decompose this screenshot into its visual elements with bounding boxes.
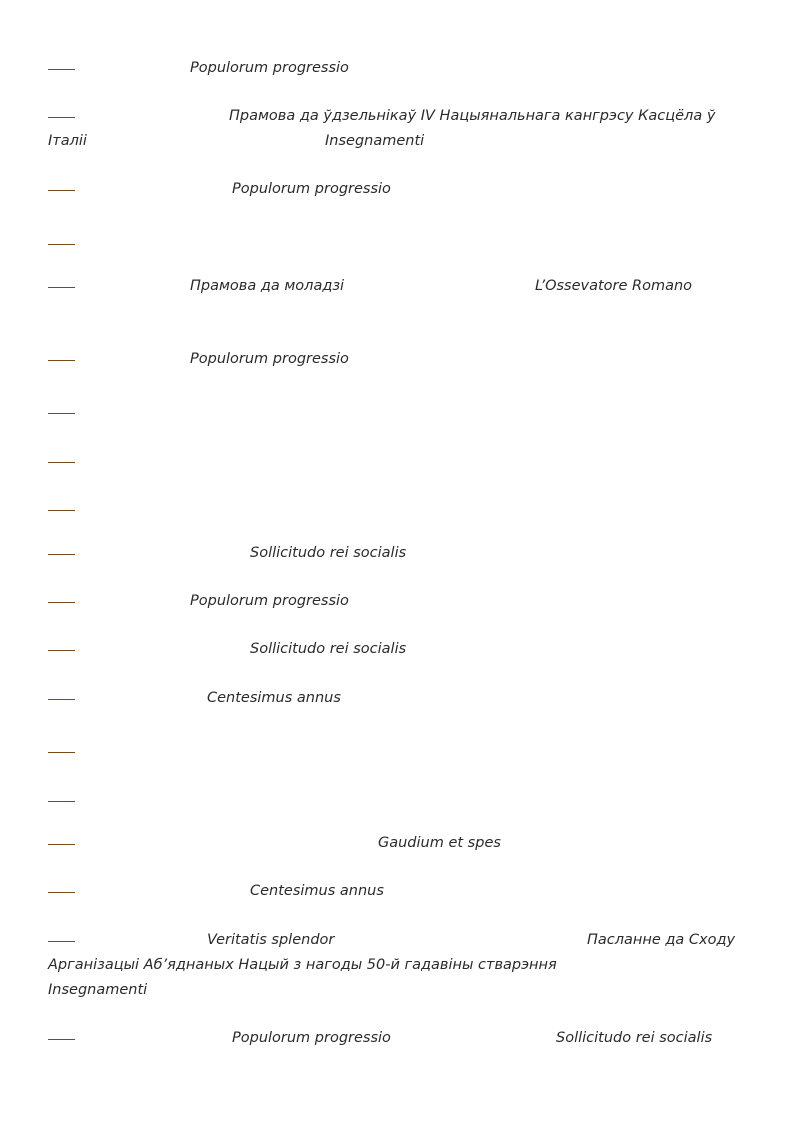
footnote-15 <box>0 790 793 810</box>
footnote-reference: Sollicitudo rei socialis <box>556 1030 713 1046</box>
footnote-5 <box>0 276 793 296</box>
footnote-4 <box>0 233 793 253</box>
footnote-marker <box>48 413 75 414</box>
footnote-1 <box>0 58 793 78</box>
footnote-marker <box>48 244 75 245</box>
footnote-16 <box>0 833 793 853</box>
footnote-marker <box>48 510 75 511</box>
footnote-marker <box>48 1039 75 1040</box>
footnote-reference: Sollicitudo rei socialis <box>250 545 407 561</box>
footnote-reference: Centesimus annus <box>250 883 384 899</box>
footnote-14 <box>0 741 793 761</box>
footnote-marker <box>48 844 75 845</box>
footnote-reference: Gaudium et spes <box>378 835 501 851</box>
footnote-marker <box>48 554 75 555</box>
footnote-reference: Populorum progressio <box>190 60 349 76</box>
footnote-3 <box>0 179 793 199</box>
footnote-11 <box>0 591 793 611</box>
footnote-marker <box>48 650 75 651</box>
footnote-source: L’Ossevatore Romano <box>535 278 693 294</box>
footnote-reference: Прамова да ўдзельнікаў IV Нацыянальнага кангрэсу Касцёла ў <box>229 108 716 124</box>
footnote-source: Insegnamenti <box>325 133 425 149</box>
footnote-reference: Populorum progressio <box>190 593 349 609</box>
footnote-6 <box>0 349 793 369</box>
footnote-17 <box>0 881 793 901</box>
footnote-marker <box>48 892 75 893</box>
footnote-reference: Centesimus annus <box>207 690 341 706</box>
footnote-marker <box>48 360 75 361</box>
footnote-12 <box>0 639 793 659</box>
footnote-marker <box>48 699 75 700</box>
footnote-continuation: Арганізацыі Аб’яднаных Нацый з нагоды 50-й гадавіны стварэння <box>48 957 557 973</box>
footnote-8 <box>0 451 793 471</box>
footnote-13 <box>0 688 793 708</box>
footnote-source: Insegnamenti <box>48 982 148 998</box>
footnote-marker <box>48 69 75 70</box>
footnote-marker <box>48 941 75 942</box>
footnote-reference: Populorum progressio <box>232 181 391 197</box>
footnote-marker <box>48 602 75 603</box>
footnote-10 <box>0 543 793 563</box>
footnote-9 <box>0 499 793 519</box>
footnote-reference: Прамова да моладзі <box>190 278 345 294</box>
footnote-marker <box>48 117 75 118</box>
footnote-source: Пасланне да Сходу <box>587 932 736 948</box>
footnote-2 <box>0 106 793 126</box>
footnote-marker <box>48 287 75 288</box>
footnote-marker <box>48 462 75 463</box>
footnote-19 <box>0 1028 793 1048</box>
footnote-continuation: Італіі <box>48 133 87 149</box>
footnote-marker <box>48 190 75 191</box>
footnote-7 <box>0 402 793 422</box>
footnote-reference: Veritatis splendor <box>207 932 335 948</box>
footnote-reference: Populorum progressio <box>232 1030 391 1046</box>
footnote-reference: Sollicitudo rei socialis <box>250 641 407 657</box>
footnote-marker <box>48 801 75 802</box>
footnote-marker <box>48 752 75 753</box>
footnote-reference: Populorum progressio <box>190 351 349 367</box>
footnote-18 <box>0 930 793 950</box>
